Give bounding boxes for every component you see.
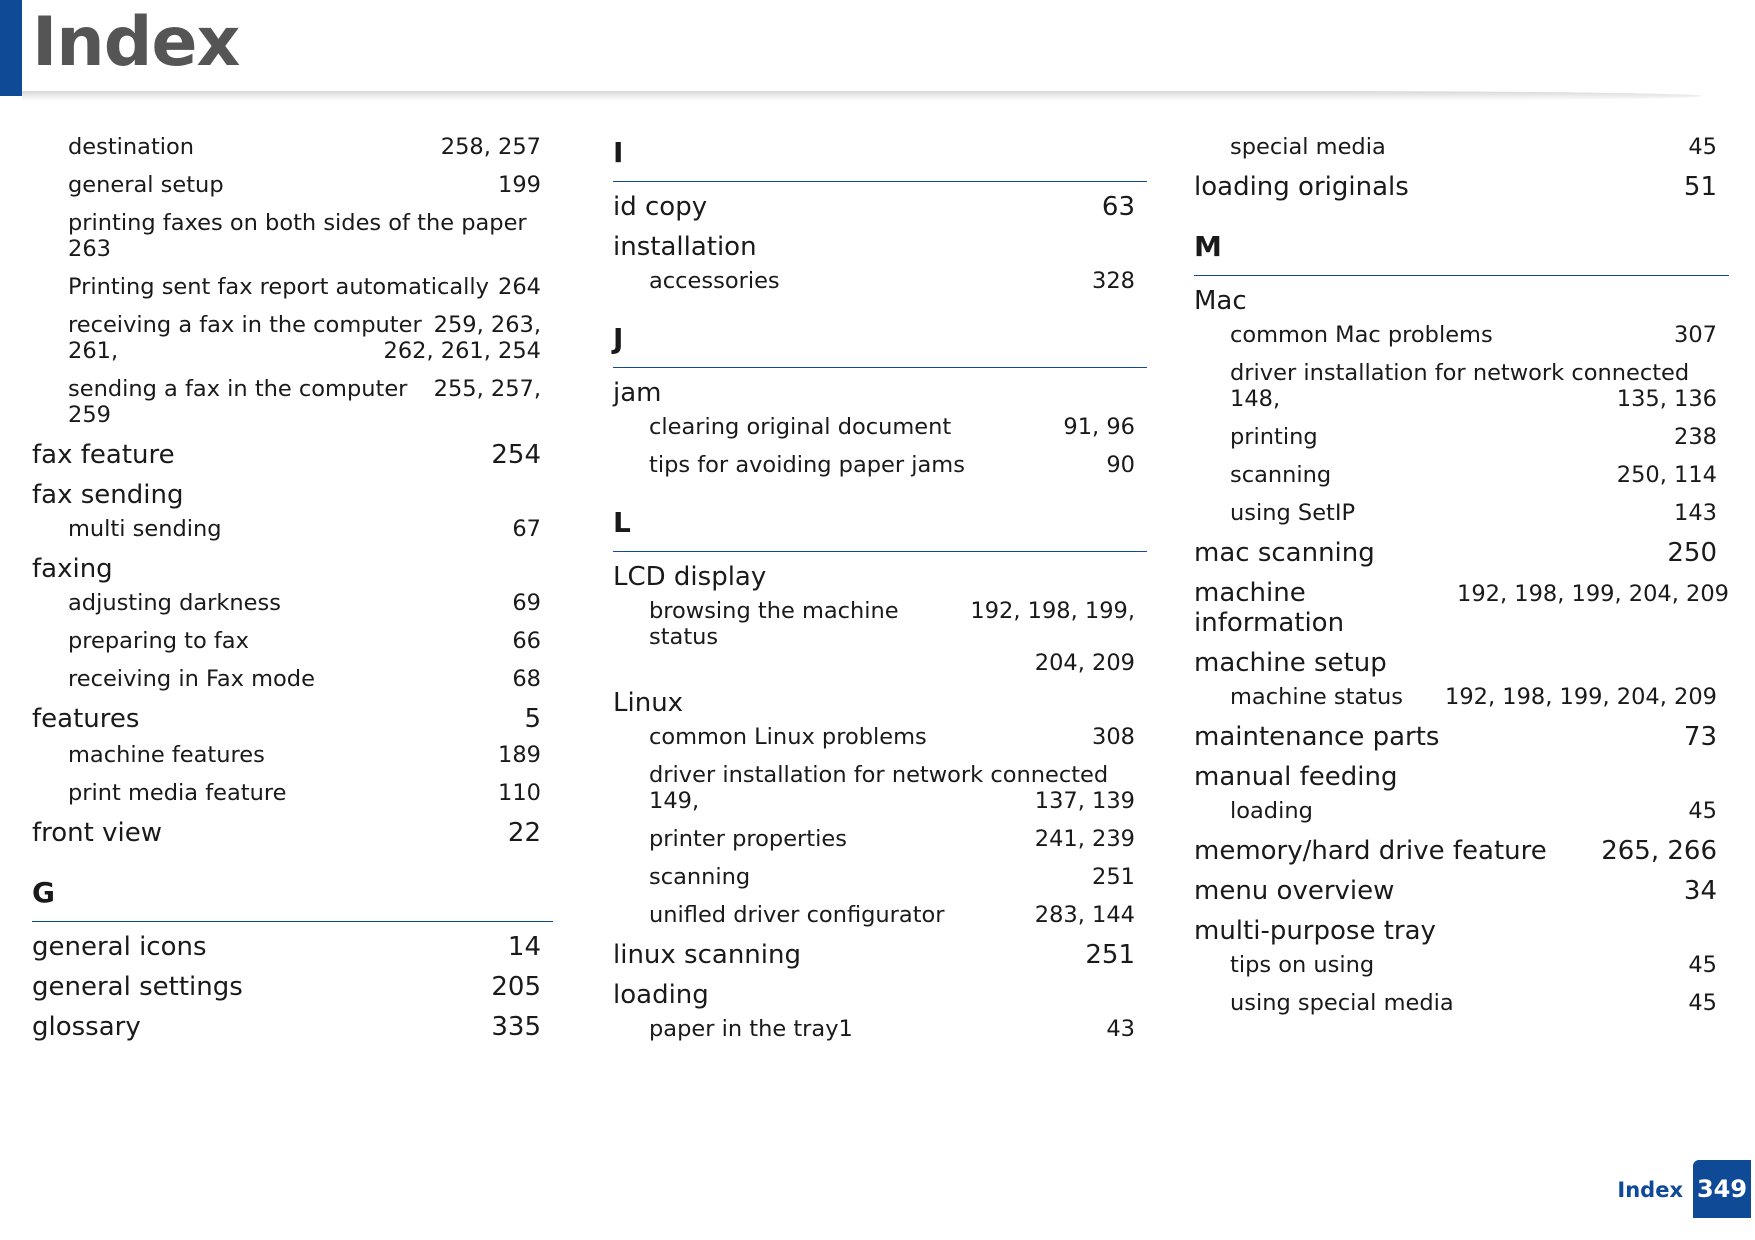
page-title: Index	[32, 3, 240, 82]
index-subentry	[1194, 952, 1729, 978]
entry-label: loading	[613, 980, 709, 1010]
entry-label: tips on using	[1230, 952, 1375, 978]
entry-pages: 63	[1101, 192, 1135, 222]
entry-pages-line2-right: 135, 136	[1616, 386, 1717, 412]
entry-label: multi sending	[68, 516, 222, 542]
entry-label-text: browsing the machine status	[649, 598, 899, 650]
entry-pages: 192, 198, 199, 204, 209	[1457, 581, 1729, 607]
entry-label: loading	[1230, 798, 1313, 824]
entry-pages: 51	[1683, 172, 1717, 202]
index-subentry	[613, 452, 1147, 478]
entry-pages: 68	[512, 666, 541, 692]
entry-label: scanning	[649, 864, 751, 890]
entry-label: Linux	[613, 688, 684, 718]
index-subentry	[1194, 684, 1729, 710]
entry-label: Mac	[1194, 286, 1247, 316]
entry-pages: 283, 144	[1034, 902, 1135, 928]
entry-label: printer properties	[649, 826, 847, 852]
index-letter-heading: L	[613, 506, 1147, 552]
entry-pages-line2-right: 204, 209	[1034, 650, 1135, 676]
index-subentry	[32, 516, 553, 542]
entry-label-text: driver installation for network connected	[649, 762, 1109, 788]
index-subentry	[1194, 424, 1729, 450]
entry-pages: 264	[498, 274, 541, 300]
entry-label	[1230, 360, 1717, 386]
index-entry	[1194, 836, 1729, 866]
entry-pages: 192, 198, 199, 204, 209	[1445, 684, 1717, 710]
entry-pages: 307	[1674, 322, 1717, 348]
index-subentry	[32, 780, 553, 806]
footer-section-label: Index	[1617, 1178, 1683, 1202]
entry-pages: 5	[524, 704, 541, 734]
entry-label: general icons	[32, 932, 207, 962]
entry-pages: 90	[1106, 452, 1135, 478]
entry-label: general settings	[32, 972, 243, 1002]
entry-label: LCD display	[613, 562, 767, 592]
entry-label: fax feature	[32, 440, 175, 470]
entry-pages-line2-left: 259	[68, 402, 111, 428]
entry-pages-line1: 255, 257,	[433, 376, 541, 402]
entry-label-text: driver installation for network connected	[1230, 360, 1690, 386]
entry-label: using SetIP	[1230, 500, 1356, 526]
entry-label: clearing original document	[649, 414, 952, 440]
index-subentry	[32, 376, 553, 428]
index-entry	[1194, 648, 1729, 678]
entry-pages-line2-left: 149,	[649, 788, 700, 814]
index-entry	[32, 932, 553, 962]
index-subentry	[613, 598, 1147, 676]
entry-label: jam	[613, 378, 662, 408]
index-subentry	[1194, 462, 1729, 488]
index-subentry	[613, 762, 1147, 814]
entry-label: maintenance parts	[1194, 722, 1440, 752]
index-entry	[32, 818, 553, 848]
entry-label: machine setup	[1194, 648, 1387, 678]
index-entry	[32, 972, 553, 1002]
entry-pages: 265, 266	[1601, 836, 1717, 866]
entry-label: machine status	[1230, 684, 1403, 710]
entry-label: installation	[613, 232, 757, 262]
index-entry	[613, 378, 1147, 408]
index-entry	[1194, 876, 1729, 906]
index-entry	[1194, 578, 1729, 638]
entry-label: receiving in Fax mode	[68, 666, 315, 692]
entry-label: common Linux problems	[649, 724, 927, 750]
index-entry	[613, 940, 1147, 970]
index-subentry	[32, 134, 553, 160]
index-entry	[1194, 722, 1729, 752]
entry-pages: 73	[1683, 722, 1717, 752]
index-subentry	[32, 742, 553, 768]
entry-pages: 110	[498, 780, 541, 806]
index-subentry	[613, 1016, 1147, 1042]
entry-pages: 66	[512, 628, 541, 654]
index-entry	[1194, 916, 1729, 946]
index-subentry	[613, 902, 1147, 928]
index-subentry	[32, 274, 553, 300]
title-divider	[22, 91, 1702, 101]
index-subentry	[32, 312, 553, 364]
entry-pages: 69	[512, 590, 541, 616]
index-entry	[32, 554, 553, 584]
index-subentry	[613, 724, 1147, 750]
entry-pages-line2-left: 261,	[68, 338, 119, 364]
index-entry	[613, 688, 1147, 718]
index-subentry	[32, 628, 553, 654]
entry-label: preparing to fax	[68, 628, 249, 654]
index-entry	[1194, 286, 1729, 316]
index-letter-heading: G	[32, 876, 553, 922]
index-entry	[32, 480, 553, 510]
index-column-3	[1194, 134, 1729, 1028]
entry-pages: 251	[1085, 940, 1135, 970]
entry-label: print media feature	[68, 780, 287, 806]
entry-label: using special media	[1230, 990, 1454, 1016]
entry-label: adjusting darkness	[68, 590, 281, 616]
entry-label: machine information	[1194, 578, 1345, 638]
entry-pages-line1: 192, 198, 199,	[970, 598, 1135, 624]
entry-pages: 250, 114	[1616, 462, 1717, 488]
entry-label: destination	[68, 134, 195, 160]
entry-pages: 22	[507, 818, 541, 848]
entry-label: paper in the tray1	[649, 1016, 853, 1042]
index-subentry	[1194, 798, 1729, 824]
entry-pages-line1: 259, 263,	[433, 312, 541, 338]
entry-label: faxing	[32, 554, 113, 584]
index-column-1	[32, 134, 553, 1050]
entry-label: front view	[32, 818, 162, 848]
entry-label: special media	[1230, 134, 1386, 160]
index-entry	[32, 440, 553, 470]
index-subentry	[32, 210, 553, 262]
index-subentry	[613, 864, 1147, 890]
entry-label: manual feeding	[1194, 762, 1398, 792]
entry-label: accessories	[649, 268, 780, 294]
entry-pages: 205	[491, 972, 541, 1002]
index-entry	[613, 980, 1147, 1010]
entry-label: tips for avoiding paper jams	[649, 452, 965, 478]
entry-label: linux scanning	[613, 940, 801, 970]
index-subentry	[32, 666, 553, 692]
entry-pages: 43	[1106, 1016, 1135, 1042]
index-subentry	[1194, 990, 1729, 1016]
entry-pages: 251	[1092, 864, 1135, 890]
entry-pages: 14	[507, 932, 541, 962]
entry-label	[68, 376, 541, 402]
entry-pages: 45	[1688, 990, 1717, 1016]
entry-label: mac scanning	[1194, 538, 1375, 568]
entry-label: multi-purpose tray	[1194, 916, 1436, 946]
entry-pages: 258, 257	[440, 134, 541, 160]
entry-pages: 45	[1688, 134, 1717, 160]
entry-pages: 254	[491, 440, 541, 470]
index-letter-heading: I	[613, 136, 1147, 182]
entry-pages: 263	[68, 236, 111, 262]
entry-label: features	[32, 704, 140, 734]
index-subentry	[613, 268, 1147, 294]
index-entry	[32, 1012, 553, 1042]
title-accent-bar	[0, 0, 22, 96]
entry-pages: 189	[498, 742, 541, 768]
index-subentry	[32, 172, 553, 198]
entry-pages: 335	[491, 1012, 541, 1042]
entry-pages: 250	[1667, 538, 1717, 568]
entry-label: scanning	[1230, 462, 1332, 488]
entry-label: printing faxes on both sides of the paper	[68, 210, 527, 236]
entry-pages: 45	[1688, 798, 1717, 824]
entry-pages-line2-right: 137, 139	[1034, 788, 1135, 814]
index-subentry	[1194, 134, 1729, 160]
index-entry	[32, 704, 553, 734]
entry-label: glossary	[32, 1012, 141, 1042]
index-subentry	[613, 414, 1147, 440]
entry-pages-line2-right: 262, 261, 254	[383, 338, 541, 364]
entry-label: common Mac problems	[1230, 322, 1493, 348]
entry-label	[68, 312, 541, 338]
entry-pages: 241, 239	[1034, 826, 1135, 852]
index-entry	[613, 192, 1147, 222]
index-subentry	[32, 590, 553, 616]
index-entry	[1194, 538, 1729, 568]
entry-pages: 91, 96	[1063, 414, 1135, 440]
index-letter-heading: M	[1194, 230, 1729, 276]
entry-label: loading originals	[1194, 172, 1409, 202]
index-entry	[613, 232, 1147, 262]
entry-label: Printing sent fax report automatically	[68, 274, 489, 300]
entry-label: fax sending	[32, 480, 184, 510]
entry-pages: 45	[1688, 952, 1717, 978]
entry-label: memory/hard drive feature	[1194, 836, 1547, 866]
index-entry	[1194, 172, 1729, 202]
entry-pages-line2-left: 148,	[1230, 386, 1281, 412]
entry-pages: 34	[1683, 876, 1717, 906]
entry-label: menu overview	[1194, 876, 1395, 906]
entry-pages: 238	[1674, 424, 1717, 450]
entry-label: unifled driver configurator	[649, 902, 945, 928]
index-entry	[1194, 762, 1729, 792]
entry-label: machine features	[68, 742, 265, 768]
index-letter-heading: J	[613, 322, 1147, 368]
entry-label	[649, 762, 1135, 788]
index-entry	[613, 562, 1147, 592]
index-column-2	[613, 134, 1147, 1054]
index-subentry	[1194, 322, 1729, 348]
entry-label	[649, 598, 1135, 650]
entry-label: general setup	[68, 172, 224, 198]
page-number-badge: 349	[1693, 1160, 1751, 1218]
entry-label-text: receiving a fax in the computer	[68, 312, 422, 338]
entry-pages: 308	[1092, 724, 1135, 750]
entry-label: printing	[1230, 424, 1318, 450]
index-subentry	[613, 826, 1147, 852]
entry-pages: 328	[1092, 268, 1135, 294]
entry-pages: 143	[1674, 500, 1717, 526]
entry-label: id copy	[613, 192, 708, 222]
entry-pages: 199	[498, 172, 541, 198]
index-subentry	[1194, 500, 1729, 526]
entry-label-text: sending a fax in the computer	[68, 376, 408, 402]
entry-pages: 67	[512, 516, 541, 542]
index-subentry	[1194, 360, 1729, 412]
